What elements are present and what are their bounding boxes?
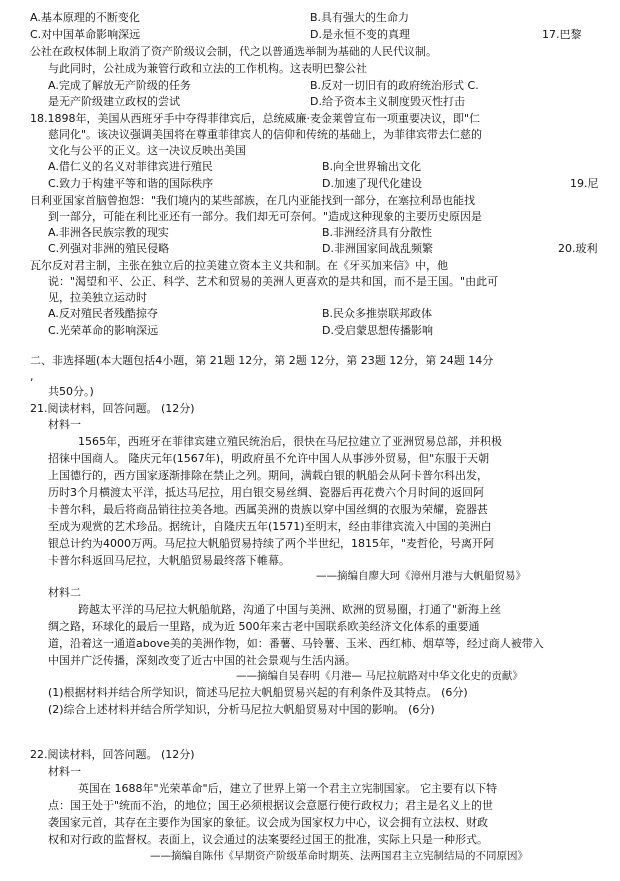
q21-m1-line: 卡普尔科，最后将商品销往拉美各地。西属美洲的贵族以穿中国丝绸的衣服为荣耀，瓷器甚 [48,503,488,516]
q16-option-d: D.是永恒不变的真理 [310,28,410,41]
q19-stem-line-1: 日利亚国家首脑曾抱怨："我们境内的某些部族，在几内亚能找到一部分，在塞拉利昂也能找 [30,194,476,207]
q21-title: 21.阅读材料，回答问题。 (12分) [30,402,195,415]
q21-m2-line: 绸之路，环球化的最后一里路，成为近 500年来古老中国联系欧美经济文化体系的重要通 [48,620,480,633]
q20-option-a: A.反对殖民者残酷掠夺 [48,307,158,320]
q16-option-a: A.基本原理的不断变化 [30,11,140,24]
q20-number: 20.玻利 [558,242,598,255]
q21-source-1: ——摘编自廖大珂《漳州月港与大帆船贸易》 [316,570,526,582]
q21-m2-line: 跨越太平洋的马尼拉大帆船航路，沟通了中国与美洲、欧洲的贸易圈，打通了"新海上丝 [78,603,502,616]
q22-m1-line: 权和对行政的监督权。表面上，议会通过的法案要经过国王的批准，实际上只是一种形式。 [48,833,488,846]
q17-option-a: A.完成了解放无产阶级的任务 [48,79,191,92]
q22-m1-line: 袭国家元首，其存在主要作为国家的象征。议会成为国家权力中心，议会拥有立法权、财政 [48,816,488,829]
q21-m1-line: 上国德行的，西方国家逐渐排除在禁止之列。期间，满载白银的帆船会从阿卡普尔科出发， [48,469,488,482]
q20-option-c: C.光荣革命的影响深远 [48,324,159,337]
q17-stem-line-2: 与此同时，公社成为兼管行政和立法的工作机构。这表明巴黎公社 [48,62,367,75]
q22-m1-line: 英国在 1688年"光荣革命"后，建立了世界上第一个君主立宪制国家。 它主要有以下特 [78,782,498,795]
q17-option-b: B.反对一切旧有的政府统治形式 C. [310,79,479,92]
q17-number: 17.巴黎 [542,28,582,41]
q20-option-d: D.受启蒙思想传播影响 [322,324,433,337]
q21-m1-line: 历时3个月横渡太平洋，抵达马尼拉，用白银交易丝绸、瓷器后再花费六个月时间的返回阿 [48,486,484,499]
q18-option-b: B.向全世界输出文化 [322,160,422,173]
q21-m1-line: 卡普尔科返回马尼拉，大帆船贸易最终落下帷幕。 [48,554,290,567]
q20-stem-line-1: 瓦尔反对君主制，主张在独立后的拉美建立资本主义共和制。在《牙买加来信》中，他 [30,259,448,272]
section2-comma: , [30,370,34,383]
q21-question-1: (1)根据材料并结合所学知识，简述马尼拉大帆船贸易兴起的有利条件及其特点。 (6分) [48,686,468,699]
q21-m1-line: 至成为观赏的艺术珍品。据统计，自隆庆五年(1571)至明末，经由菲律宾流入中国的美洲白 [48,520,492,533]
q16-option-c: C.对中国革命影响深远 [30,28,141,41]
q19-number: 19.尼 [570,177,599,190]
q20-stem-line-2: 说："渴望和平、公正、科学、艺术和贸易的美洲人更喜欢的是共和国，而不是王国。"由此可 [48,275,499,288]
q21-m2-line: 道，沿着这一通道above美的美洲作物，如：番薯、马铃薯、玉米、西红柿、烟草等，经过商人被带入 [48,637,544,650]
q18-stem-line-3: 文化与公平的正义。这一决议反映出美国 [48,144,246,157]
q22-source-1: ——摘编自陈伟《早期资产阶级革命时期英、法两国君主立宪制结局的不同原因》 [150,850,528,862]
q19-option-a: A.非洲各民族宗教的现实 [48,226,169,239]
q21-material1-label: 材料一 [48,418,81,431]
section2-total: 共50分。) [48,385,94,398]
q19-option-c: C.列强对非洲的殖民侵略 [48,242,170,255]
q21-m2-line: 中国并广泛传播，深刻改变了近古中国的社会景观与生活内涵。 [48,654,356,667]
q17-stem-line-1: 公社在政权体制上取消了资产阶级议会制，代之以普通选举制为基础的人民代议制。 [30,45,437,58]
q18-stem-line-2: 慈同化"。该决议强调美国将在尊重菲律宾人的信仰和传统的基础上，为菲律宾带去仁慈的 [48,128,483,141]
q21-m1-line: 银总计约为4000万两。马尼拉大帆船贸易持续了两个半世纪，1815年，"麦哲伦，号离开阿 [48,537,495,550]
q21-m1-line: 招徕中国商人。 隆庆元年(1567年)，明政府虽不允许中国人从事涉外贸易，但"东服于天朝 [48,452,490,465]
q18-option-a: A.借仁义的名义对菲律宾进行殖民 [48,160,213,173]
q21-source-2: ——摘编自吴春明《月港— 马尼拉航路对中华文化史的贡献》 [236,670,523,682]
q19-option-d: D.非洲国家间战乱频繁 [322,242,433,255]
q22-title: 22.阅读材料，回答问题。 (12分) [30,748,195,761]
q21-m1-line: 1565年，西班牙在菲律宾建立殖民统治后，很快在马尼拉建立了亚洲贸易总部，并积极 [78,435,502,448]
q22-m1-line: 点：国王处于"统而不治，的地位；国王必须根据议会意愿行使行政权力；君主是名义上的世 [48,799,494,812]
q20-option-b: B.民众多推崇联邦政体 [322,307,433,320]
q16-option-b: B.具有强大的生命力 [310,11,410,24]
q18-option-d: D.加速了现代化建设 [322,177,422,190]
q20-stem-line-3: 见，拉美独立运动时 [48,291,147,304]
section2-heading: 二、非选择题(本大题包括4小题，第 21题 12分，第 2题 12分，第 23题 12分，第 24题 14分 [30,354,494,367]
q22-material1-label: 材料一 [48,765,81,778]
q17-option-d: D.给予资本主义制度毁灭性打击 [310,95,465,108]
q17-option-c: 是无产阶级建立政权的尝试 [48,95,180,108]
q18-stem-line-1: 18.1898年，美国从西班牙手中夺得菲律宾后，总统威廉·麦金莱曾宣布一项重要决议，即"仁 [30,112,481,125]
q21-material2-label: 材料二 [48,586,81,599]
q18-option-c: C.致力于构建平等和谐的国际秩序 [48,177,214,190]
q19-stem-line-2: 到一部分，可能在利比亚还有一部分。我们却无可奈何。"造成这种现象的主要历史原因是 [48,210,483,223]
q21-question-2: (2)综合上述材料并结合所学知识，分析马尼拉大帆船贸易对中国的影响。 (6分) [48,703,435,716]
q19-option-b: B.非洲经济具有分散性 [322,226,433,239]
